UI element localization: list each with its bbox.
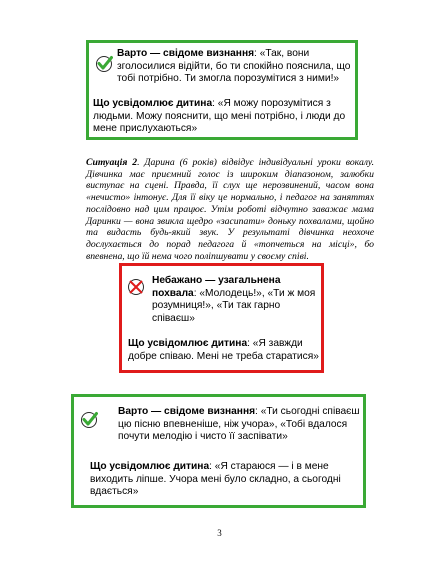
- recommendation-box-2: [71, 394, 366, 508]
- discouraged-box: [119, 263, 324, 373]
- box2-statement: Небажано — узагальнена похвала: «Молодець!», «Ти ж моя розумниця!», «Ти так гарно співаєш»: [152, 275, 316, 324]
- page-number: 3: [217, 528, 222, 538]
- box1-statement: Варто — свідоме визнання: «Так, вони зголосилися відійти, бо ти спокійно пояснила, що тобі потрібно. Ти змогла порозумітися з ними!»: [117, 48, 351, 84]
- check-circle-icon: [80, 411, 98, 429]
- check-circle-icon: [95, 55, 113, 73]
- crossed-circle-icon: [127, 278, 145, 296]
- recommendation-box-1: [86, 40, 358, 140]
- box2-child-awareness: Що усвідомлює дитина: «Я завжди добре співаю. Мені не треба старатися»: [128, 338, 319, 362]
- box1-child-awareness: Що усвідомлює дитина: «Я можу порозумітися з людьми. Можу пояснити, що мені потрібно, і люди до мене прислухаються»: [93, 98, 346, 134]
- situation-paragraph: Ситуація 2. Дарина (6 років) відвідує індивідуальні уроки вокалу. Дівчинка має приємний голос із широким діапазоном, залюбки виступає на сцені. Правда, її слух ще нерозвинений, часом вона «нечисто» інтонує. Для її віку це нормально, і педагог на заняттях послідовно над цим працює. Утім роботі відчутно заважає мама Даринки — вона звикла щедро «засипати» доньку похвалами, щойно та видасть будь-який звук. У результаті дівчинка неохоче дослухається до порад педагога й «топчеться на місці», бо впевнена, що їй нема чого поліпшувати у своєму співі.: [86, 157, 374, 262]
- box3-child-awareness: Що усвідомлює дитина: «Я стараюся — і в мене виходить ліпше. Учора мені було складно, а сьогодні вдається»: [90, 461, 341, 497]
- box3-statement: Варто — свідоме визнання: «Ти сьогодні співаєш цю пісню впевненіше, ніж учора», «Тобі вдалося почути мелодію і чисто її заспівати»: [118, 406, 360, 442]
